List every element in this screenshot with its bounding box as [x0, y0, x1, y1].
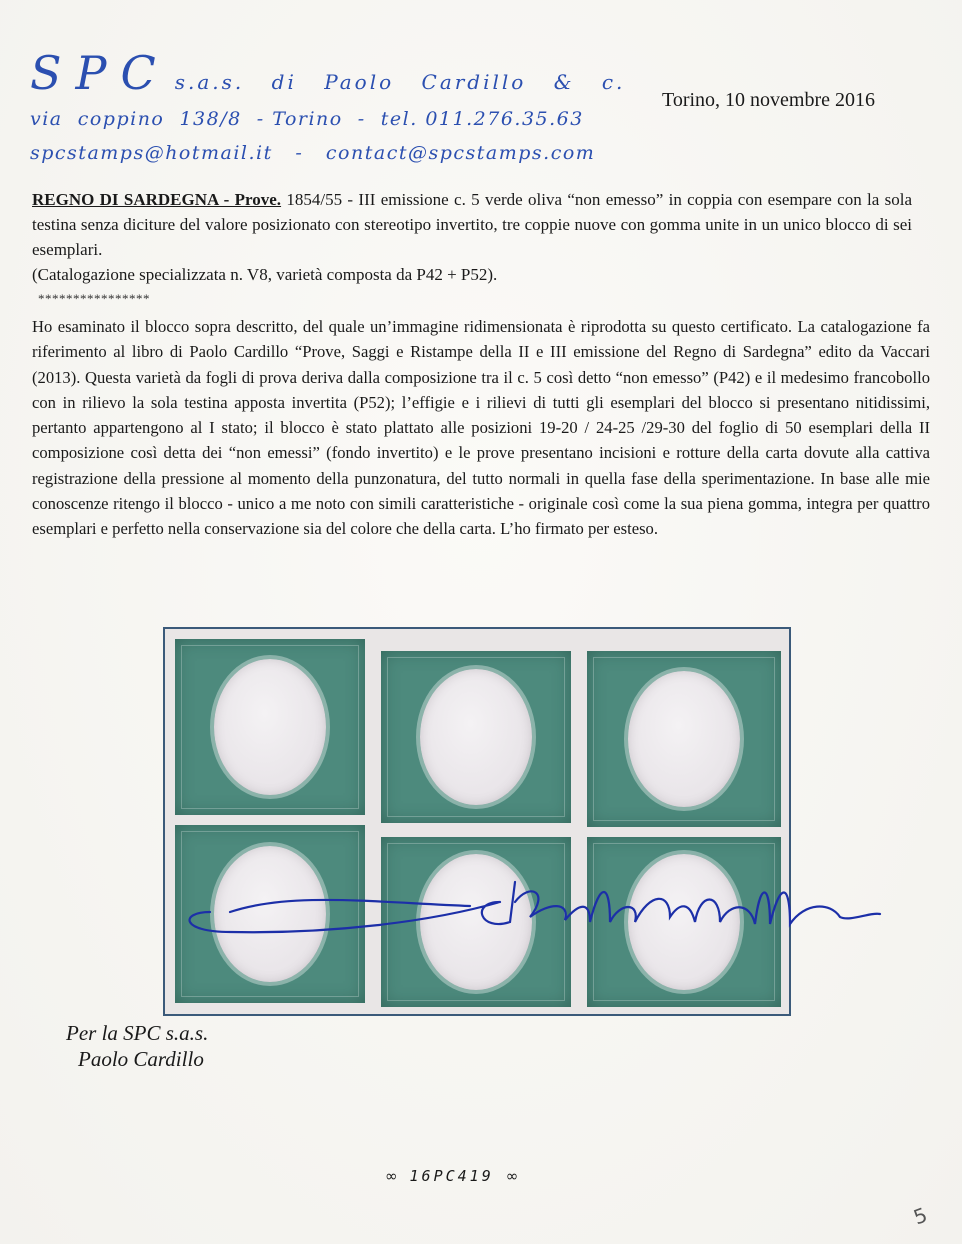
- separator: ****************: [38, 291, 150, 306]
- expert-opinion: Ho esaminato il blocco sopra descritto, del quale un’immagine ridimensionata è riprodotta su questo certificato. La catalogazione fa riferimento al libro di Paolo Cardillo “Prove, Saggi e Ristampe della II e III emissione del Regno di Sardegna” edito da Vaccari (2013). Questa varietà da fogli di prova deriva dalla composizione tra il c. 5 così detto “non emesso” (P42) e il medesimo francobollo con in rilievo la sola testina apposta invertita (P52); l’effigie e i rilievi di tutti gli esemplari del blocco si presentano nitidissimi, pertanto appartengono al I stato; il blocco è stato plattato alle posizioni 19-20 / 24-25 /29-30 del foglio di 50 esemplari della II composizione così detta dei “non emessi” (fondo invertito) e le prove presentano incisioni e rotture della carta dovute alla cattiva registrazione della pressione al momento della punzonatura, del tutto normali in quella fase della sperimentazione. In base alle mie conoscenze ritengo il blocco - unico a me noto con simili caratteristiche - originale così come la sua piena gomma, integra per quattro esemplari e perfetto nella conservazione sia del colore che della carta. L’ho firmato per esteso.: [32, 317, 930, 539]
- signature-company: Per la SPC s.a.s.: [66, 1021, 209, 1045]
- ornament-icon: ∞: [385, 1167, 398, 1185]
- catalog-reference: (Catalogazione specializzata n. V8, varietà composta da P42 + P52).: [32, 265, 498, 284]
- embossed-head: [628, 671, 740, 807]
- stamp-block-image: [163, 627, 791, 1016]
- embossed-head: [420, 669, 532, 805]
- stamp-2: [381, 651, 571, 823]
- stamp-1: [175, 639, 365, 815]
- pencil-mark: 5: [910, 1202, 931, 1230]
- stamp-description: [32, 187, 912, 287]
- letterhead-emails: spcstamps@hotmail.it - contact@spcstamps.com: [30, 142, 596, 164]
- brand-logo: SPC: [30, 46, 170, 100]
- certificate-serial: [385, 1167, 518, 1185]
- description-title: REGNO DI SARDEGNA - Prove.: [32, 190, 282, 209]
- stamp-3: [587, 651, 781, 827]
- signature-name: Paolo Cardillo: [78, 1047, 204, 1071]
- description-text: 1854/55 - III emissione c. 5 verde oliva “non emesso” in coppia con esempare con la sola testina senza diciture del valore posizionato con stereotipo invertito, tre coppie nuove con gomma unite in un unico blocco di sei esemplari.: [32, 190, 912, 259]
- letterhead-address: via coppino 138/8 - Torino - tel. 011.276.35.63: [30, 108, 584, 130]
- letterhead-brand: [30, 46, 625, 100]
- serial-code: 16PC419: [409, 1167, 494, 1185]
- brand-tagline: s.a.s. di Paolo Cardillo & c.: [174, 70, 626, 94]
- handwritten-signature: [170, 862, 890, 952]
- embossed-head: [214, 659, 326, 795]
- ornament-icon: ∞: [505, 1167, 519, 1185]
- certificate-date: Torino, 10 novembre 2016: [662, 89, 876, 111]
